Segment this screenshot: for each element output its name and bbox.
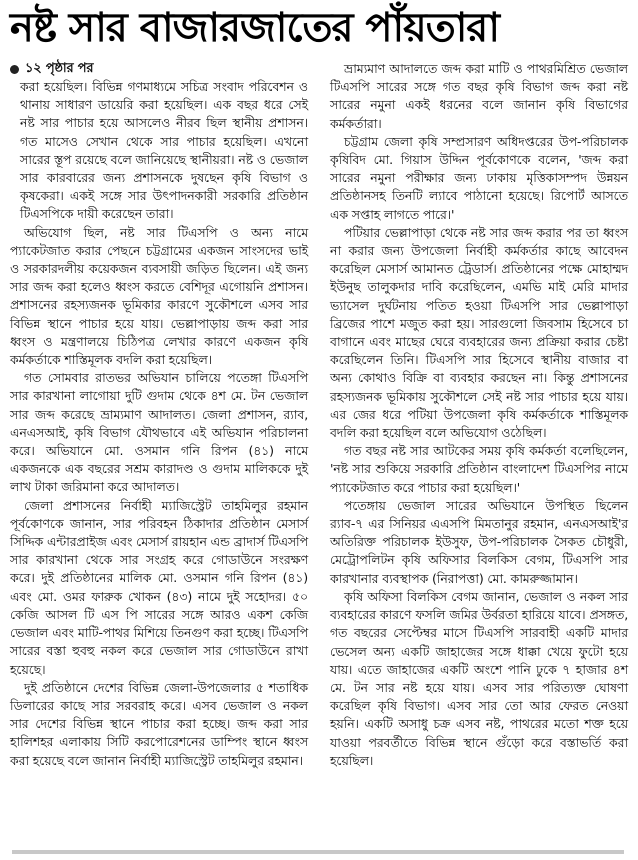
paragraph: ভ্রাম্যমাণ আদালতে জব্দ করা মাটি ও পাথরমিশ্রিত ভেজাল টিএসপি সারের সঙ্গে গত বছর কৃষি বিভাগ জব্দ করা নষ্ট সারের নমুনা একই ধরনের বলে জানান কৃষি বিভাগের কর্মকর্তারা।: [330, 61, 628, 131]
bottom-divider: [12, 850, 624, 854]
paragraph: অভিযোগ ছিল, নষ্ট সার টিএসপি ও অন্য নামে প্যাকেটজাত করার পেছনে চট্টগ্রামের একজন সাংসদের ভাই ও সরকারদলীয় কয়েকজন ব্যবসায়ী জড়িত ছিলেন। এই জন্য সার জব্দ করা হলেও ধ্বংস করতে বেশিদূর এগোয়নি প্রশাসন। প্রশাসনের রহস্যজনক ভূমিকার কারণে সুকৌশলে এসব সার বিভিন্ন স্থানে পাচার হয়ে যায়। ভেল্লাপাড়ায় জব্দ করা সার ধ্বংস ও মন্ত্রণালয়ে চিঠিপত্র লেখার কারণে একজন কৃষি কর্মকর্তাকে শাস্তিমূলক বদলি করা হয়েছিল।: [10, 224, 308, 368]
paragraph: চট্টগ্রাম জেলা কৃষি সম্প্রসারণ অধিদপ্তরের উপ-পরিচালক কৃষিবিদ মো. গিয়াস উদ্দিন পূর্বকোণকে বলেন, 'জব্দ করা সারের নমুনা পরীক্ষার জন্য ঢাকায় মৃত্তিকাসম্পদ উন্নয়ন প্রতিষ্ঠানসহ তিনটি ল্যাবে পাঠানো হয়েছে। রিপোর্ট আসতে এক সপ্তাহ লাগতে পারে।': [330, 133, 628, 222]
paragraph: গত বছর নষ্ট সার আটকের সময় কৃষি কর্মকর্তা বলেছিলেন, 'নষ্ট সার শুকিয়ে সরকারি প্রতিষ্ঠান বাংলাদেশ টিএসপির নামে প্যাকেটজাত করে পাচার করা হয়েছিল।': [330, 443, 628, 495]
continuation-label: ১২ পৃষ্ঠার পর: [25, 61, 94, 76]
article-headline: নষ্ট সার বাজারজাতের পাঁয়তারা: [10, 5, 499, 51]
right-column: [330, 60, 628, 770]
paragraph: জেলা প্রশাসনের নির্বাহী ম্যাজিস্ট্রেট তাহমিলুর রহমান পূর্বকোণকে জানান, সার পরিবহন ঠিকাদার প্রতিষ্ঠান মেসার্স সিদ্দিক এন্টারপ্রাইজ এবং মেসার্স রায়হান এন্ড ব্রাদার্স টিএসপি সার কারখানা থেকে সার সংগ্রহ করে গোডাউনে সংরক্ষণ করে। দুই প্রতিষ্ঠানের মালিক মো. ওসমান গনি রিপন (৪১) এবং মো. ওমর ফারুক খোকন (৪৩) নামে দুই সহোদর। ৫০ কেজি আসল টি এস পি সারের সঙ্গে আরও একশ কেজি ভেজাল এবং মাটি-পাথর মিশিয়ে তিনগুণ করা হচ্ছে। টিএসপি সারের বস্তা হুবহু নকল করে ভেজাল সার গোডাউনে রাখা হয়েছে।: [10, 497, 308, 677]
paragraph: কৃষি অফিসা বিলকিস বেগম জানান, ভেজাল ও নকল সার ব্যবহারের কারণে ফসলি জমির উর্বরতা হারিয়ে যাবে। প্রসঙ্গত, গত বছরের সেপ্টেম্বর মাসে টিএসপি সারবাহী একটি মাদার ভেসেল অন্য একটি জাহাজের সঙ্গে ধাক্কা খেয়ে ফুটো হয়ে যায়। এতে জাহাজের একটি অংশে পানি ঢুকে ৭ হাজার ৪শ মে. টন সার নষ্ট হয়ে যায়। এসব সার পরিত্যক্ত ঘোষণা করেছিল কৃষি বিভাগ। এসব সার তো আর ফেরত নেওয়া হয়নি। একটি অসাধু চক্র এসব নষ্ট, পাথরের মতো শক্ত হয়ে যাওয়া পরবর্তীতে বিভিন্ন স্থানে গুঁড়ো করে বস্তাভর্তি করা হয়েছিল।: [330, 588, 628, 768]
paragraph: পতেঙ্গায় ভেজাল সারের অভিযানে উপস্থিত ছিলেন র‍্যাব-৭ এর সিনিয়র এএসপি মিমতানুর রহমান, এনএসআই'র অতিরিক্ত পরিচালক ইউসুফ, উপ-পরিচালক সৈকত চৌধুরী, মেট্রোপলিটন কৃষি অফিসার বিলকিস বেগম, টিএসপি সার কারখানার ব্যবস্থাপক (নিরাপত্তা) মো. কামরুজ্জামান।: [330, 497, 628, 586]
left-column: [10, 60, 308, 770]
paragraph: গত সোমবার রাতভর অভিযান চালিয়ে পতেঙ্গা টিএসপি সার কারখানা লাগোয়া দুটি গুদাম থেকে ৪শ মে. টন ভেজাল সার জব্দ করেছে ভ্রাম্যমাণ আদালত। জেলা প্রশাসন, র‍্যাব, এনএসআই, কৃষি বিভাগ যৌথভাবে এই অভিযান পরিচালনা করে। অভিযানে মো. ওসমান গনি রিপন (৪১) নামে একজনকে এক বছরের সশ্রম কারাদণ্ড ও গুদাম মালিককে দুই লাখ টাকা জরিমানা করে আদালত।: [10, 370, 308, 495]
paragraph: দুই প্রতিষ্ঠানে দেশের বিভিন্ন জেলা-উপজেলার ৫ শতাধিক ডিলারের কাছে সার সরবরাহ করে। এসব ভেজাল ও নকল সার দেশের বিভিন্ন স্থানে পাচার করা হচ্ছে। জব্দ করা সার হালিশহর এলাকায় সিটি করপোরেশনের ডাম্পিং স্থানে ধ্বংস করা হয়েছে বলে জানান নির্বাহী ম্যাজিস্ট্রেট তাহমিলুর রহমান।: [10, 679, 308, 768]
continuation-marker: [10, 60, 308, 78]
paragraph: করা হয়েছিল। বিভিন্ন গণমাধ্যমে সচিত্র সংবাদ পরিবেশন ও থানায় সাধারণ ডায়েরি করা হয়েছিল। এক বছর ধরে সেই নষ্ট সার পাচার হয়ে আসলেও নীরব ছিল স্থানীয় প্রশাসন। গত মাসেও সেখান থেকে সার পাচার হয়েছিল। এখনো সারের স্তূপ রয়েছে বলে জানিয়েছে স্থানীয়রা। নষ্ট ও ভেজাল সার কারবারের জন্য প্রশাসনকে দুষছেন কৃষি বিভাগ ও কৃষকেরা। একই সঙ্গে সার উৎপাদনকারী সরকারি প্রতিষ্ঠান টিএসপিকে দায়ী করেছেন তারা।: [20, 79, 308, 222]
paragraph: পটিয়ার ভেল্লাপাড়া থেকে নষ্ট সার জব্দ করার পর তা ধ্বংস না করার জন্য উপজেলা নির্বাহী কর্মকর্তার কাছে আবেদন করেছিল মেসার্স আমানত ট্রেডার্স। প্রতিষ্ঠানের পক্ষে মোহাম্মদ ইউনুছ তালুকদার দাবি করেছিলেন, এমভি মাই মেরি মাদার ভ্যাসেল দুর্ঘটনায় পতিত হওয়া টিএসপি সার ভেল্লাপাড়া ব্রিজের পাশে মজুত করা হয়। সারগুলো জিবসাম হিসেবে চা বাগানে এবং মাছের ঘেরে ব্যবহারের জন্য প্রক্রিয়া করার চেষ্টা করেছিলেন তিনি। টিএসপি সার হিসেবে স্থানীয় বাজার বা অন্য কোথাও বিক্রি বা ব্যবহার করছেন না। কিন্তু প্রশাসনের রহস্যজনক ভূমিকায় সুকৌশলে সেই নষ্ট সার পাচার হয়ে যায়। এর জের ধরে পটিয়া উপজেলা কৃষি কর্মকর্তাকে শাস্তিমূলক বদলি করা হয়েছিল বলে অভিযোগ ওঠেছিল।: [330, 224, 628, 441]
bullet-dot-icon: [10, 65, 19, 74]
article-body: [10, 60, 628, 770]
